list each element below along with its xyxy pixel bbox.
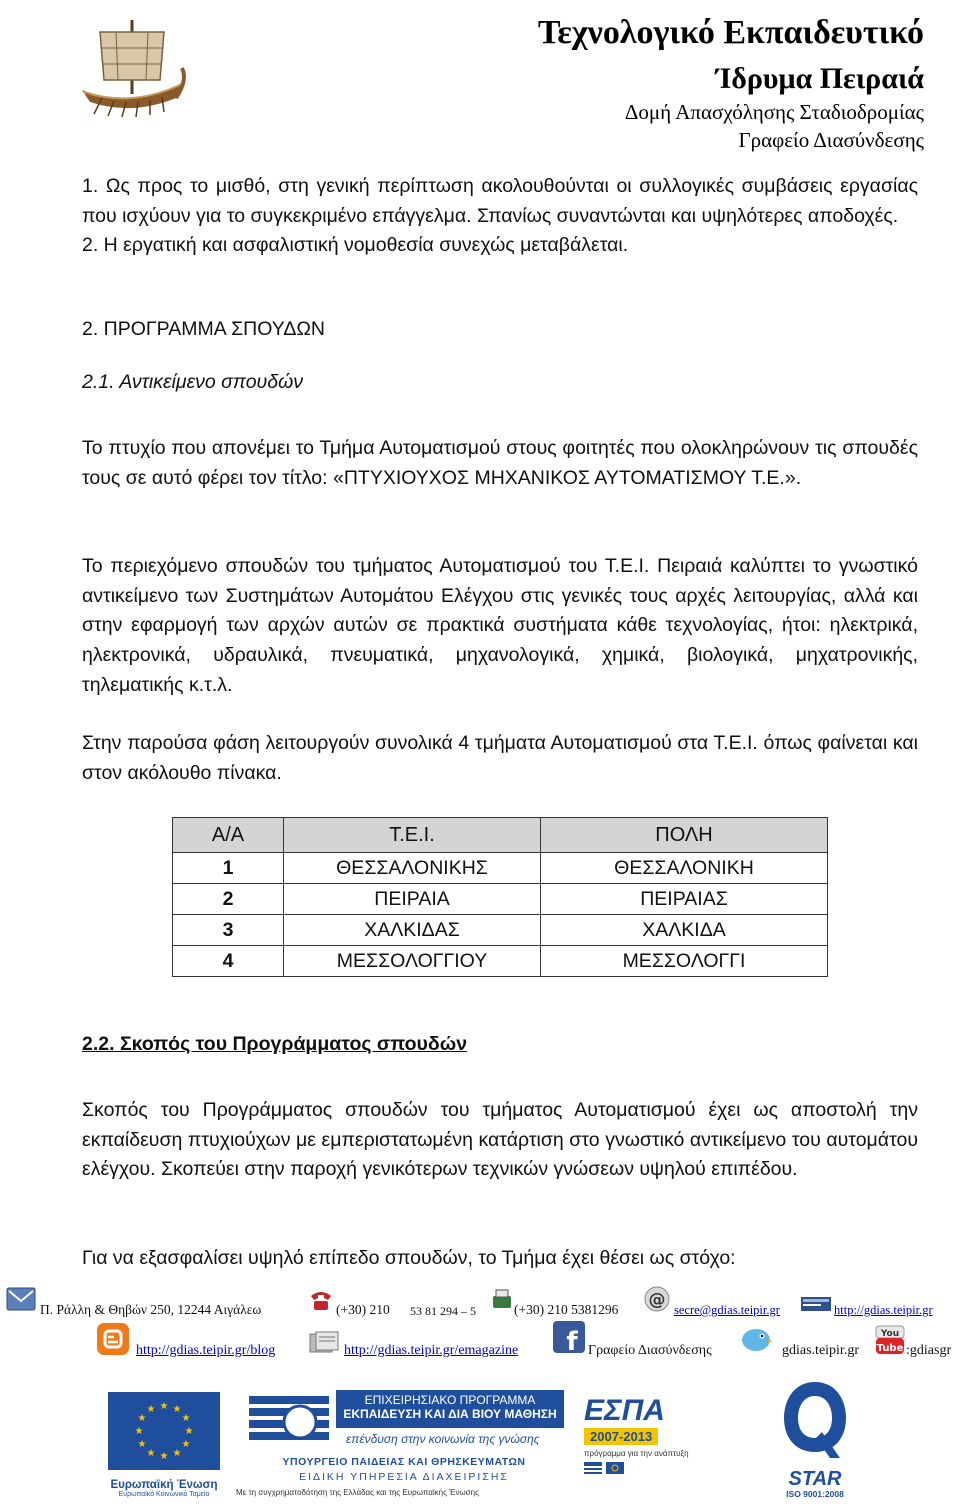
- svg-text:You: You: [880, 1329, 900, 1339]
- footer-phone-ext: 53 81 294 – 5: [410, 1304, 476, 1318]
- svg-text:★: ★: [159, 1401, 169, 1412]
- program-slogan: επένδυση στην κοινωνία της γνώσης: [346, 1432, 540, 1446]
- youtube-icon: [874, 1324, 906, 1361]
- table-row: [173, 853, 828, 884]
- table-cell: ΧΑΛΚΙΔΑ: [541, 915, 828, 946]
- section-heading: 2. ΠΡΟΓΡΑΜΜΑ ΣΠΟΥΔΩΝ: [82, 318, 325, 340]
- table-cell: ΘΕΣΣΑΛΟΝΙΚΗΣ: [284, 853, 541, 884]
- espa-years: 2007-2013: [584, 1428, 658, 1445]
- header-title-line1: Τεχνολογικό Εκπαιδευτικό: [537, 14, 924, 51]
- emagazine-icon: [308, 1330, 340, 1361]
- table-row: [173, 946, 828, 977]
- star-label: STAR: [788, 1468, 842, 1490]
- paragraph-departments: Στην παρούσα φάση λειτουργούν συνολικά 4 τμήματα Αυτοματισμού στα Τ.Ε.Ι. όπως φαίνεται και στον ακόλουθο πίνακα.: [82, 732, 918, 784]
- operational-program-logo: [236, 1390, 566, 1502]
- svg-text:f: f: [566, 1327, 578, 1354]
- header-title-line2: Ίδρυμα Πειραιά: [715, 62, 924, 95]
- eu-label: Ευρωπαϊκή Ένωση: [110, 1479, 218, 1491]
- header-subtitle-line1: Δομή Απασχόλησης Σταδιοδρομίας: [624, 100, 924, 124]
- footer-blog-link[interactable]: http://gdias.teipir.gr/blog: [136, 1343, 276, 1358]
- subsection-heading-2-1: 2.1. Αντικείμενο σπουδών: [82, 371, 304, 393]
- table-header-row: [173, 818, 828, 853]
- svg-text:★: ★: [146, 1404, 156, 1415]
- footer-email-link[interactable]: secre@gdias.teipir.gr: [674, 1303, 780, 1317]
- svg-text:★: ★: [172, 1404, 182, 1415]
- list-item-2: 2. Η εργατική και ασφαλιστική νομοθεσία συνεχώς μεταβάλεται.: [82, 234, 629, 257]
- phone-icon: [308, 1288, 334, 1317]
- twitter-icon: [738, 1322, 774, 1359]
- svg-text:★: ★: [159, 1451, 169, 1462]
- header-subtitle-line2: Γραφείο Διασύνδεσης: [738, 128, 924, 152]
- table-header-cell: ΠΟΛΗ: [541, 818, 828, 853]
- subsection-heading-2-2: 2.2. Σκοπός του Προγράμματος σπουδών: [82, 1033, 468, 1055]
- mail-icon: [6, 1286, 36, 1317]
- ministry-line1: ΥΠΟΥΡΓΕΙΟ ΠΑΙΔΕΙΑΣ ΚΑΙ ΘΡΗΣΚΕΥΜΑΤΩΝ: [282, 1456, 526, 1468]
- table-row: [173, 884, 828, 915]
- table-header-cell: Α/Α: [173, 818, 284, 853]
- svg-text:★: ★: [134, 1426, 144, 1437]
- cofund-text: Με τη συγχρηματοδότηση της Ελλάδας και της Ευρωπαϊκής Ένωσης: [236, 1488, 479, 1497]
- program-line1: ΕΠΙΧΕΙΡΗΣΙΑΚΟ ΠΡΟΓΡΑΜΜΑ: [364, 1393, 536, 1407]
- table-cell: ΘΕΣΣΑΛΟΝΙΚΗ: [541, 853, 828, 884]
- espa-logo: [584, 1394, 692, 1474]
- svg-text:Tube: Tube: [876, 1343, 904, 1354]
- paragraph-content: Το περιεχόμενο σπουδών του τμήματος Αυτοματισμού του Τ.Ε.Ι. Πειραιά καλύπτει το γνωστικό αντικείμενο των Συστημάτων Αυτομάτου Ελέγχου στις γενικές τους αρχές λειτουργίας, αλλά και στην εφαρμογή των αρχών αυτών σε πρακτικά συστήματα κάθε τεχνολογίας, ήτοι: ηλεκτρικά, ηλεκτρονικά, υδραυλικά, πνευματικά, μηχανολογικά, χημικά, βιολογικά, μηχατρονικής, τηλεματικής κ.τ.λ.: [82, 555, 918, 696]
- table-cell: ΧΑΛΚΙΔΑΣ: [284, 915, 541, 946]
- departments-table: [172, 817, 828, 977]
- ministry-line2: ΕΙΔΙΚΗ ΥΠΗΡΕΣΙΑ ΔΙΑΧΕΙΡΙΣΗΣ: [299, 1471, 509, 1483]
- table-row: [173, 915, 828, 946]
- at-icon: [644, 1286, 670, 1317]
- svg-text:★: ★: [137, 1439, 147, 1450]
- svg-text:★: ★: [181, 1439, 191, 1450]
- footer-address: Π. Ράλλη & Θηβών 250, 12244 Αιγάλεω: [40, 1302, 262, 1317]
- svg-text:★: ★: [184, 1426, 194, 1437]
- footer-youtube-label: :gdiasgr: [906, 1343, 952, 1358]
- svg-text:★: ★: [137, 1413, 147, 1424]
- paragraph-degree: Το πτυχίο που απονέμει το Τμήμα Αυτοματισμού στους φοιτητές που ολοκληρώνουν τις σπουδές τους σε αυτό φέρει τον τίτλο: «ΠΤΥΧΙΟΥΧΟΣ ΜΗΧΑΝΙΚΟΣ ΑΥΤΟΜΑΤΙΣΜΟΥ Τ.Ε.».: [82, 437, 918, 489]
- table-cell: 4: [173, 946, 284, 977]
- svg-text:@: @: [648, 1290, 666, 1310]
- table-cell: 3: [173, 915, 284, 946]
- table-header-cell: Τ.Ε.Ι.: [284, 818, 541, 853]
- footer-facebook-label: Γραφείο Διασύνδεσης: [588, 1343, 712, 1358]
- espa-subtitle: πρόγραμμα για την ανάπτυξη: [584, 1449, 689, 1458]
- table-cell: ΠΕΙΡΑΙΑ: [284, 884, 541, 915]
- ship-logo: [72, 10, 192, 120]
- list-item: [82, 172, 918, 261]
- footer-twitter-label: gdias.teipir.gr: [782, 1343, 859, 1358]
- footer-fax: (+30) 210 5381296: [514, 1302, 619, 1317]
- svg-text:★: ★: [181, 1413, 191, 1424]
- flags-icon: [584, 1462, 624, 1476]
- espa-title: ΕΣΠΑ: [584, 1394, 665, 1427]
- blogger-icon: [96, 1322, 130, 1361]
- footer-phone: (+30) 210: [336, 1302, 390, 1317]
- star-iso-logo: [778, 1378, 852, 1502]
- table-cell: ΜΕΣΣΟΛΟΓΓΙΟΥ: [284, 946, 541, 977]
- footer-emagazine-link[interactable]: http://gdias.teipir.gr/emagazine: [344, 1343, 519, 1358]
- globe-icon: [800, 1296, 832, 1317]
- fax-icon: [490, 1288, 514, 1317]
- table-cell: ΠΕΙΡΑΙΑΣ: [541, 884, 828, 915]
- eu-fund-label: Ευρωπαϊκό Κοινωνικό Ταμείο: [118, 1491, 210, 1498]
- footer-website-link[interactable]: http://gdias.teipir.gr: [834, 1303, 933, 1317]
- paragraph-goal: Για να εξασφαλίσει υψηλό επίπεδο σπουδών, το Τμήμα έχει θέσει ως στόχο:: [82, 1247, 736, 1269]
- facebook-icon: [552, 1320, 586, 1359]
- iso-label: ISO 9001:2008: [786, 1489, 844, 1499]
- svg-text:★: ★: [172, 1448, 182, 1459]
- paragraph-purpose: Σκοπός του Προγράμματος σπουδών του τμήματος Αυτοματισμού έχει ως αποστολή την εκπαίδευση πτυχιούχων με εμπεριστατωμένη κατάρτιση στο γνωστικό αντικείμενο του αυτομάτου ελέγχου. Σκοπεύει στην παροχή γενικότερων τεχνικών γνώσεων υψηλού επιπέδου.: [82, 1099, 918, 1181]
- table-cell: 1: [173, 853, 284, 884]
- eu-flag-logo: [108, 1392, 220, 1498]
- list-item-1: 1. Ως προς το μισθό, στη γενική περίπτωση ακολουθούνται οι συλλογικές συμβάσεις εργασίας που ισχύουν για το συγκεκριμένο επάγγελμα. Σπανίως συναντώνται και υψηλότερες αποδοχές.: [82, 175, 918, 227]
- table-cell: ΜΕΣΣΟΛΟΓΓΙ: [541, 946, 828, 977]
- program-line2: ΕΚΠΑΙΔΕΥΣΗ ΚΑΙ ΔΙΑ ΒΙΟΥ ΜΑΘΗΣΗ: [343, 1407, 557, 1421]
- table-cell: 2: [173, 884, 284, 915]
- svg-text:★: ★: [146, 1448, 156, 1459]
